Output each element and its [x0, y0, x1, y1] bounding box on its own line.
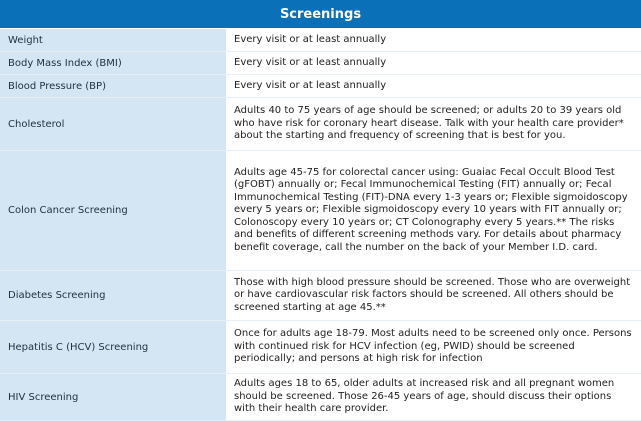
row-value: Every visit or at least annually: [228, 29, 641, 51]
row-value: Adults age 45-75 for colorectal cancer using: Guaiac Fecal Occult Blood Test (gFOBT) annually or; Fecal Immunochemical Testing (FIT) annually or; Fecal Immunochemical Testing (FIT)-DNA every 1-3 years or; Flexible sigmoidoscopy every 5 years or; Flexible sigmoidoscopy every 10 years with FIT annually or; Colonoscopy every 10 years or; CT Colonography every 5 years.** The risks and benefits of different screening methods vary. For details about pharmacy benefit coverage, call the number on the back of your Member I.D. card.: [228, 151, 641, 270]
row-label: Cholesterol: [0, 98, 228, 150]
row-value: Adults 40 to 75 years of age should be screened; or adults 20 to 39 years old who have risk for coronary heart disease. Talk with your health care provider* about the starting and frequency of screening that is best for you.: [228, 98, 641, 150]
table-row: [0, 29, 641, 52]
table-row: [0, 52, 641, 75]
table-title: Screenings: [0, 0, 641, 29]
row-value: Adults ages 18 to 65, older adults at increased risk and all pregnant women should be screened. Those 26-45 years of age, should discuss their options with their health care provider.: [228, 374, 641, 420]
row-label: Diabetes Screening: [0, 271, 228, 320]
row-label: Weight: [0, 29, 228, 51]
row-label: Body Mass Index (BMI): [0, 52, 228, 74]
row-value: Every visit or at least annually: [228, 52, 641, 74]
row-label: Hepatitis C (HCV) Screening: [0, 321, 228, 373]
table-row: [0, 374, 641, 421]
row-value: Every visit or at least annually: [228, 75, 641, 97]
row-label: Blood Pressure (BP): [0, 75, 228, 97]
table-row: [0, 321, 641, 374]
row-label: HIV Screening: [0, 374, 228, 420]
table-row: [0, 98, 641, 151]
table-row: [0, 271, 641, 321]
row-label: Colon Cancer Screening: [0, 151, 228, 270]
row-value: Once for adults age 18-79. Most adults need to be screened only once. Persons with continued risk for HCV infection (eg, PWID) should be screened periodically; and persons at high risk for infection: [228, 321, 641, 373]
row-value: Those with high blood pressure should be screened. Those who are overweight or have cardiovascular risk factors should be screened. All others should be screened starting at age 45.**: [228, 271, 641, 320]
table-row: [0, 75, 641, 98]
table-row: [0, 151, 641, 271]
